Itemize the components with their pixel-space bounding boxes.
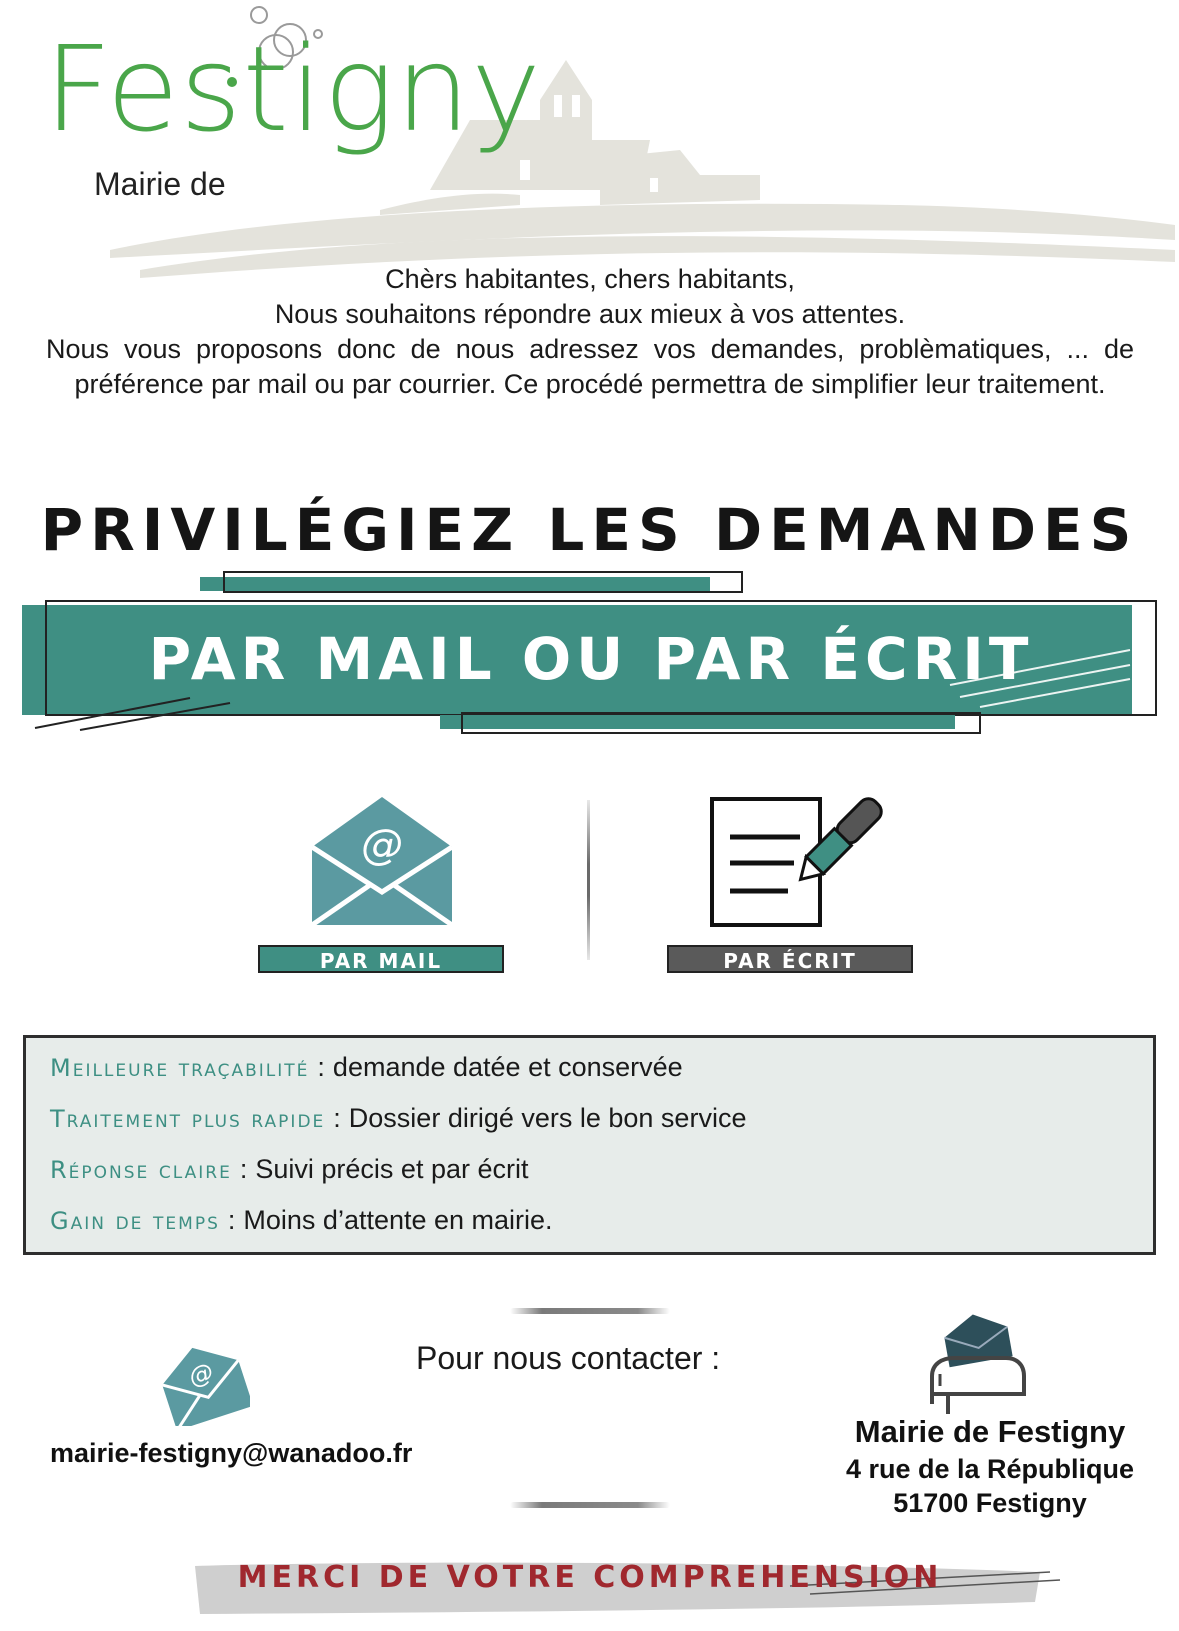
envelope-at-icon-small: [158, 1342, 250, 1426]
benefit-key: Traitement plus rapide: [50, 1105, 326, 1133]
contact-email[interactable]: mairie-festigny@wanadoo.fr: [50, 1438, 413, 1468]
benefits-box: [23, 1035, 1156, 1255]
document-pen-icon: [708, 797, 888, 931]
contact-title: Pour nous contacter :: [416, 1340, 721, 1376]
address-street: 4 rue de la République: [845, 1454, 1135, 1484]
benefit-key: Réponse claire: [50, 1156, 232, 1184]
benefit-key: Gain de temps: [50, 1207, 220, 1235]
logo-prefix: Mairie de: [94, 166, 226, 202]
decorative-stroke-bottom: [510, 1502, 670, 1508]
benefit-item: [50, 1103, 1153, 1154]
benefit-separator: :: [239, 1154, 248, 1184]
benefit-separator: :: [333, 1103, 341, 1133]
vertical-divider: [587, 800, 590, 960]
main-headline: PRIVILÉGIEZ LES DEMANDES: [40, 496, 1139, 564]
benefit-separator: :: [227, 1205, 236, 1235]
benefit-value: Dossier dirigé vers le bon service: [348, 1103, 747, 1133]
svg-text:@: @: [185, 1357, 217, 1392]
benefit-item: [50, 1052, 1153, 1103]
svg-text:@: @: [361, 820, 403, 869]
envelope-at-icon: [312, 797, 452, 927]
intro-paragraph: Nous vous proposons donc de nous adressez vos demandes, problèmatiques, ... de préférence par mail ou par courrier. Ce procédé permettra de simplifier leur traitement.: [46, 334, 1134, 399]
tag-par-mail: PAR MAIL: [258, 945, 504, 973]
logo-wordmark: Festigny: [44, 20, 542, 158]
postal-address: [820, 1412, 1160, 1520]
mailbox-icon: [928, 1314, 1028, 1414]
benefit-key: Meilleure traçabilité: [50, 1054, 310, 1082]
tag-par-ecrit: PAR ÉCRIT: [667, 945, 913, 973]
footer-thanks: MERCI DE VOTRE COMPREHENSION: [237, 1560, 943, 1595]
banner-title: PAR MAIL OU PAR ÉCRIT: [148, 625, 1034, 693]
benefit-separator: :: [317, 1052, 325, 1082]
benefit-item: [50, 1154, 1153, 1205]
decorative-stroke-top: [510, 1308, 670, 1314]
intro-text: [46, 262, 1134, 402]
benefit-value: demande datée et conservée: [332, 1052, 683, 1082]
benefit-value: Moins d’attente en mairie.: [243, 1205, 553, 1235]
address-city: 51700 Festigny: [893, 1488, 1087, 1518]
intro-greeting: Chèrs habitantes, chers habitants,: [385, 264, 795, 294]
address-name: Mairie de Festigny: [854, 1414, 1126, 1449]
benefit-value: Suivi précis et par écrit: [255, 1154, 529, 1184]
benefit-item: [50, 1205, 1153, 1256]
intro-line-2: Nous souhaitons répondre aux mieux à vos attentes.: [274, 299, 906, 329]
